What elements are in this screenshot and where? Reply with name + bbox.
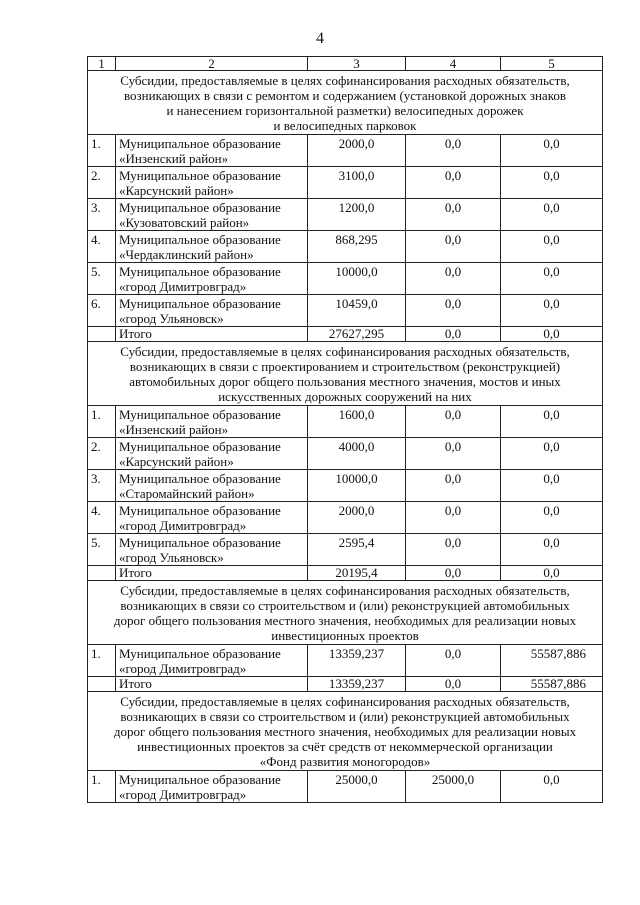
row-number: 3. xyxy=(88,470,116,502)
municipality-name: Муниципальное образование «город Димитровград» xyxy=(116,502,308,534)
total-col3: 13359,237 xyxy=(308,677,406,692)
section-title-line: возникающих в связи с ремонтом и содержанием (установкой дорожных знаков xyxy=(123,88,566,103)
row-number: 1. xyxy=(88,135,116,167)
total-col5: 0,0 xyxy=(501,566,603,581)
row-number: 5. xyxy=(88,263,116,295)
amount-col4: 0,0 xyxy=(406,231,501,263)
total-col4: 0,0 xyxy=(406,566,501,581)
section-title-line: и нанесением горизонтальной разметки) велосипедных дорожек xyxy=(166,103,524,118)
section-title-line: Субсидии, предоставляемые в целях софинансирования расходных обязательств, xyxy=(120,583,570,598)
amount-col5: 0,0 xyxy=(501,167,603,199)
amount-col3: 10000,0 xyxy=(308,470,406,502)
row-number: 2. xyxy=(88,167,116,199)
column-header-row xyxy=(88,57,603,71)
section-title-line: Субсидии, предоставляемые в целях софинансирования расходных обязательств, xyxy=(120,344,570,359)
row-number: 3. xyxy=(88,199,116,231)
table-row xyxy=(88,438,603,470)
amount-col3: 2000,0 xyxy=(308,502,406,534)
total-row xyxy=(88,327,603,342)
amount-col4: 0,0 xyxy=(406,199,501,231)
municipality-name: Муниципальное образование «Инзенский район» xyxy=(116,406,308,438)
column-header: 1 xyxy=(88,57,116,71)
row-number: 2. xyxy=(88,438,116,470)
amount-col3: 868,295 xyxy=(308,231,406,263)
amount-col4: 0,0 xyxy=(406,263,501,295)
section-title-line: возникающих в связи со строительством и (или) реконструкцией автомобильных xyxy=(120,709,570,724)
total-blank xyxy=(88,327,116,342)
table-row xyxy=(88,771,603,803)
amount-col4: 0,0 xyxy=(406,295,501,327)
section-title-line: Субсидии, предоставляемые в целях софинансирования расходных обязательств, xyxy=(120,694,570,709)
amount-col3: 13359,237 xyxy=(308,645,406,677)
table-row xyxy=(88,470,603,502)
total-blank xyxy=(88,677,116,692)
municipality-name: Муниципальное образование «Чердаклинский район» xyxy=(116,231,308,263)
section-title-line: и велосипедных парковок xyxy=(273,118,417,133)
amount-col4: 0,0 xyxy=(406,645,501,677)
column-header: 5 xyxy=(501,57,603,71)
section-heading-row xyxy=(88,581,603,645)
amount-col3: 3100,0 xyxy=(308,167,406,199)
column-header: 2 xyxy=(116,57,308,71)
total-col4: 0,0 xyxy=(406,677,501,692)
amount-col5: 0,0 xyxy=(501,406,603,438)
total-label: Итого xyxy=(116,327,308,342)
row-number: 1. xyxy=(88,406,116,438)
amount-col4: 0,0 xyxy=(406,534,501,566)
total-col3: 27627,295 xyxy=(308,327,406,342)
municipality-name: Муниципальное образование «город Ульяновск» xyxy=(116,534,308,566)
column-header: 3 xyxy=(308,57,406,71)
section-title-line: дорог общего пользования местного значения, необходимых для реализации новых xyxy=(113,613,577,628)
amount-col4: 0,0 xyxy=(406,135,501,167)
amount-col5: 0,0 xyxy=(501,438,603,470)
amount-col4: 0,0 xyxy=(406,470,501,502)
table-row xyxy=(88,406,603,438)
amount-col5: 0,0 xyxy=(501,263,603,295)
section-heading-row xyxy=(88,692,603,771)
amount-col5: 55587,886 xyxy=(501,645,603,677)
section-title-line: искусственных дорожных сооружений на них xyxy=(218,389,472,404)
page-number: 4 xyxy=(316,30,324,47)
section-title xyxy=(88,71,603,135)
amount-col3: 1200,0 xyxy=(308,199,406,231)
total-col5: 55587,886 xyxy=(501,677,603,692)
table-row xyxy=(88,167,603,199)
row-number: 6. xyxy=(88,295,116,327)
amount-col5: 0,0 xyxy=(501,135,603,167)
amount-col5: 0,0 xyxy=(501,470,603,502)
municipality-name: Муниципальное образование «город Димитровград» xyxy=(116,771,308,803)
section-heading-row xyxy=(88,71,603,135)
section-title-line: «Фонд развития моногородов» xyxy=(259,754,431,769)
total-label: Итого xyxy=(116,566,308,581)
section-title-line: инвестиционных проектов xyxy=(271,628,419,643)
total-blank xyxy=(88,566,116,581)
table-row xyxy=(88,135,603,167)
amount-col4: 25000,0 xyxy=(406,771,501,803)
row-number: 4. xyxy=(88,502,116,534)
municipality-name: Муниципальное образование «город Димитровград» xyxy=(116,645,308,677)
section-title xyxy=(88,342,603,406)
municipality-name: Муниципальное образование «Старомайнский район» xyxy=(116,470,308,502)
amount-col5: 0,0 xyxy=(501,534,603,566)
subsidy-table xyxy=(87,56,603,803)
section-title-line: возникающих в связи со строительством и (или) реконструкцией автомобильных xyxy=(120,598,570,613)
amount-col3: 1600,0 xyxy=(308,406,406,438)
section-title-line: инвестиционных проектов за счёт средств от некоммерческой организации xyxy=(137,739,553,754)
amount-col5: 0,0 xyxy=(501,231,603,263)
row-number: 1. xyxy=(88,645,116,677)
municipality-name: Муниципальное образование «Карсунский район» xyxy=(116,167,308,199)
amount-col4: 0,0 xyxy=(406,438,501,470)
amount-col3: 10459,0 xyxy=(308,295,406,327)
row-number: 4. xyxy=(88,231,116,263)
amount-col3: 25000,0 xyxy=(308,771,406,803)
amount-col5: 0,0 xyxy=(501,295,603,327)
amount-col4: 0,0 xyxy=(406,406,501,438)
amount-col3: 2595,4 xyxy=(308,534,406,566)
total-col5: 0,0 xyxy=(501,327,603,342)
row-number: 1. xyxy=(88,771,116,803)
total-col3: 20195,4 xyxy=(308,566,406,581)
section-title-line: Субсидии, предоставляемые в целях софинансирования расходных обязательств, xyxy=(120,73,570,88)
column-header: 4 xyxy=(406,57,501,71)
municipality-name: Муниципальное образование «Кузоватовский район» xyxy=(116,199,308,231)
total-row xyxy=(88,566,603,581)
amount-col5: 0,0 xyxy=(501,199,603,231)
municipality-name: Муниципальное образование «город Ульяновск» xyxy=(116,295,308,327)
amount-col3: 2000,0 xyxy=(308,135,406,167)
table-row xyxy=(88,199,603,231)
table-row xyxy=(88,534,603,566)
table-row xyxy=(88,295,603,327)
section-title xyxy=(88,692,603,771)
section-title-line: дорог общего пользования местного значения, необходимых для реализации новых xyxy=(113,724,577,739)
total-row xyxy=(88,677,603,692)
municipality-name: Муниципальное образование «город Димитровград» xyxy=(116,263,308,295)
table-row xyxy=(88,263,603,295)
table-row xyxy=(88,645,603,677)
section-heading-row xyxy=(88,342,603,406)
amount-col4: 0,0 xyxy=(406,167,501,199)
amount-col3: 4000,0 xyxy=(308,438,406,470)
section-title-line: возникающих в связи с проектированием и строительством (реконструкцией) xyxy=(129,359,561,374)
section-title-line: автомобильных дорог общего пользования местного значения, мостов и иных xyxy=(129,374,561,389)
amount-col5: 0,0 xyxy=(501,502,603,534)
amount-col4: 0,0 xyxy=(406,502,501,534)
section-title xyxy=(88,581,603,645)
amount-col3: 10000,0 xyxy=(308,263,406,295)
municipality-name: Муниципальное образование «Инзенский район» xyxy=(116,135,308,167)
table-row xyxy=(88,231,603,263)
municipality-name: Муниципальное образование «Карсунский район» xyxy=(116,438,308,470)
row-number: 5. xyxy=(88,534,116,566)
amount-col5: 0,0 xyxy=(501,771,603,803)
total-label: Итого xyxy=(116,677,308,692)
table-row xyxy=(88,502,603,534)
total-col4: 0,0 xyxy=(406,327,501,342)
